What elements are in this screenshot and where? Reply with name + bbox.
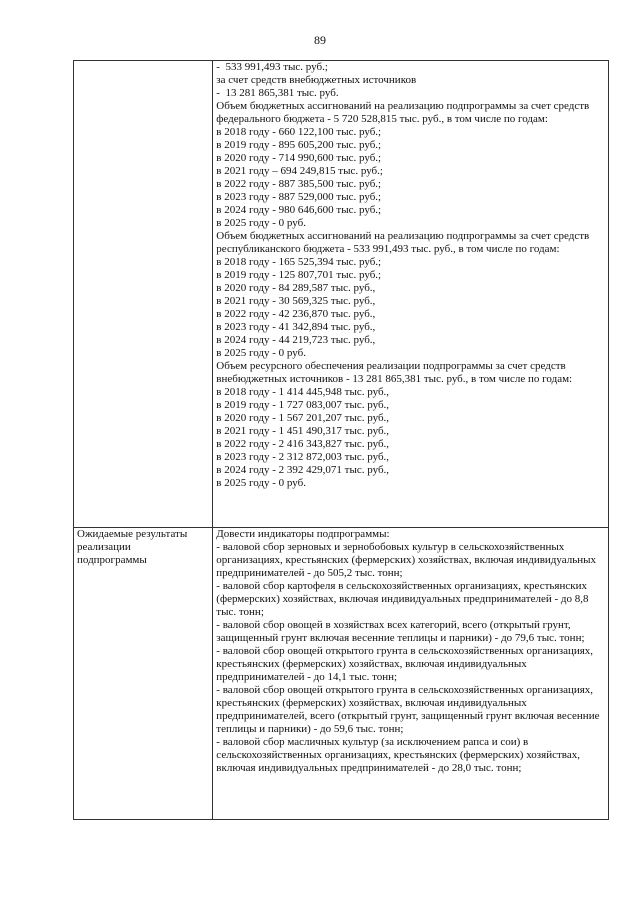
funding-cell xyxy=(213,61,609,528)
program-passport-table xyxy=(73,60,609,820)
results-indicator: - валовой сбор картофеля в сельскохозяйственных организациях, крестьянских (фермерских) хозяйствах, включая индивидуальных предпринимателей - до 8,8 тыс. тонн; xyxy=(216,580,592,618)
funding-year-line: в 2021 году - 1 451 490,317 тыс. руб., xyxy=(216,425,390,437)
funding-year-line: в 2019 году - 125 807,701 тыс. руб.; xyxy=(216,269,382,281)
table-row-expected-results xyxy=(74,528,609,820)
funding-year-line: в 2024 году - 2 392 429,071 тыс. руб., xyxy=(216,464,390,476)
funding-year-line: в 2023 году - 2 312 872,003 тыс. руб., xyxy=(216,451,390,463)
funding-year-line: в 2020 году - 1 567 201,207 тыс. руб., xyxy=(216,412,390,424)
page-number: 89 xyxy=(314,33,326,47)
expected-results-cell xyxy=(213,528,609,820)
expected-results-label-cell xyxy=(74,528,213,820)
results-indicator: - валовой сбор зерновых и зернобобовых культур в сельскохозяйственных организациях, крестьянских (фермерских) хозяйствах, включая индивидуальных предпринимателей - до 505,2 тыс. тонн; xyxy=(216,541,599,579)
row-label: Ожидаемые результаты xyxy=(77,528,188,540)
funding-year-line: в 2019 году - 895 605,200 тыс. руб.; xyxy=(216,139,382,151)
funding-year-line: в 2025 году - 0 руб. xyxy=(216,477,306,489)
funding-year-line: в 2020 году - 84 289,587 тыс. руб., xyxy=(216,282,376,294)
funding-paragraph: Объем бюджетных ассигнований на реализацию подпрограммы за счет средств федерального бюджета - 5 720 528,815 тыс. руб., в том числе по годам: xyxy=(216,100,592,125)
funding-year-line: в 2020 году - 714 990,600 тыс. руб.; xyxy=(216,152,382,164)
funding-year-line: в 2023 году - 41 342,894 тыс. руб., xyxy=(216,321,376,333)
results-indicator: - валовой сбор овощей открытого грунта в сельскохозяйственных организациях, крестьянских (фермерских) хозяйствах, включая индивидуальных предпринимателей, всего (открытый грунт, защищенный грунт включая весенние теплицы и парники) - до 59,6 тыс. тонн; xyxy=(216,684,603,735)
funding-year-line: в 2022 году - 887 385,500 тыс. руб.; xyxy=(216,178,382,190)
row-label: подпрограммы xyxy=(77,554,147,566)
funding-paragraph: Объем бюджетных ассигнований на реализацию подпрограммы за счет средств республиканского бюджета - 533 991,493 тыс. руб., в том числе по годам: xyxy=(216,230,592,255)
funding-paragraph: Объем ресурсного обеспечения реализации подпрограммы за счет средств внебюджетных источников - 13 281 865,381 тыс. руб., в том числе по годам: xyxy=(216,360,573,385)
results-intro: Довести индикаторы подпрограммы: xyxy=(216,528,390,540)
funding-line: - 533 991,493 тыс. руб.; xyxy=(216,61,328,73)
funding-year-line: в 2018 году - 660 122,100 тыс. руб.; xyxy=(216,126,382,138)
funding-year-line: в 2024 году - 980 646,600 тыс. руб.; xyxy=(216,204,382,216)
table-row-funding xyxy=(74,61,609,528)
funding-year-line: в 2024 году - 44 219,723 тыс. руб., xyxy=(216,334,376,346)
funding-year-line: в 2019 году - 1 727 083,007 тыс. руб., xyxy=(216,399,390,411)
funding-line: - 13 281 865,381 тыс. руб. xyxy=(216,87,339,99)
funding-year-line: в 2021 году - 30 569,325 тыс. руб., xyxy=(216,295,376,307)
row-label-empty xyxy=(74,61,213,528)
results-indicator: - валовой сбор овощей в хозяйствах всех категорий, всего (открытый грунт, защищенный грунт включая весенние теплицы и парники) - до 79,6 тыс. тонн; xyxy=(216,619,585,644)
results-indicator: - валовой сбор овощей открытого грунта в сельскохозяйственных организациях, крестьянских (фермерских) хозяйствах, включая индивидуальных предпринимателей - до 14,1 тыс. тонн; xyxy=(216,645,596,683)
funding-year-line: в 2022 году - 42 236,870 тыс. руб., xyxy=(216,308,376,320)
funding-year-line: в 2018 году - 165 525,394 тыс. руб.; xyxy=(216,256,382,268)
funding-year-line: в 2018 году - 1 414 445,948 тыс. руб., xyxy=(216,386,390,398)
row-label: реализации xyxy=(77,541,131,553)
results-indicator: - валовой сбор масличных культур (за исключением рапса и сои) в сельскохозяйственных организациях, крестьянских (фермерских) хозяйствах, включая индивидуальных предпринимателей - до 28,0 тыс. тонн; xyxy=(216,736,583,774)
funding-year-line: в 2025 году - 0 руб. xyxy=(216,347,306,359)
funding-line: за счет средств внебюджетных источников xyxy=(216,74,417,86)
funding-year-line: в 2023 году - 887 529,000 тыс. руб.; xyxy=(216,191,382,203)
funding-year-line: в 2021 году – 694 249,815 тыс. руб.; xyxy=(216,165,383,177)
funding-year-line: в 2025 году - 0 руб. xyxy=(216,217,306,229)
funding-year-line: в 2022 году - 2 416 343,827 тыс. руб., xyxy=(216,438,390,450)
